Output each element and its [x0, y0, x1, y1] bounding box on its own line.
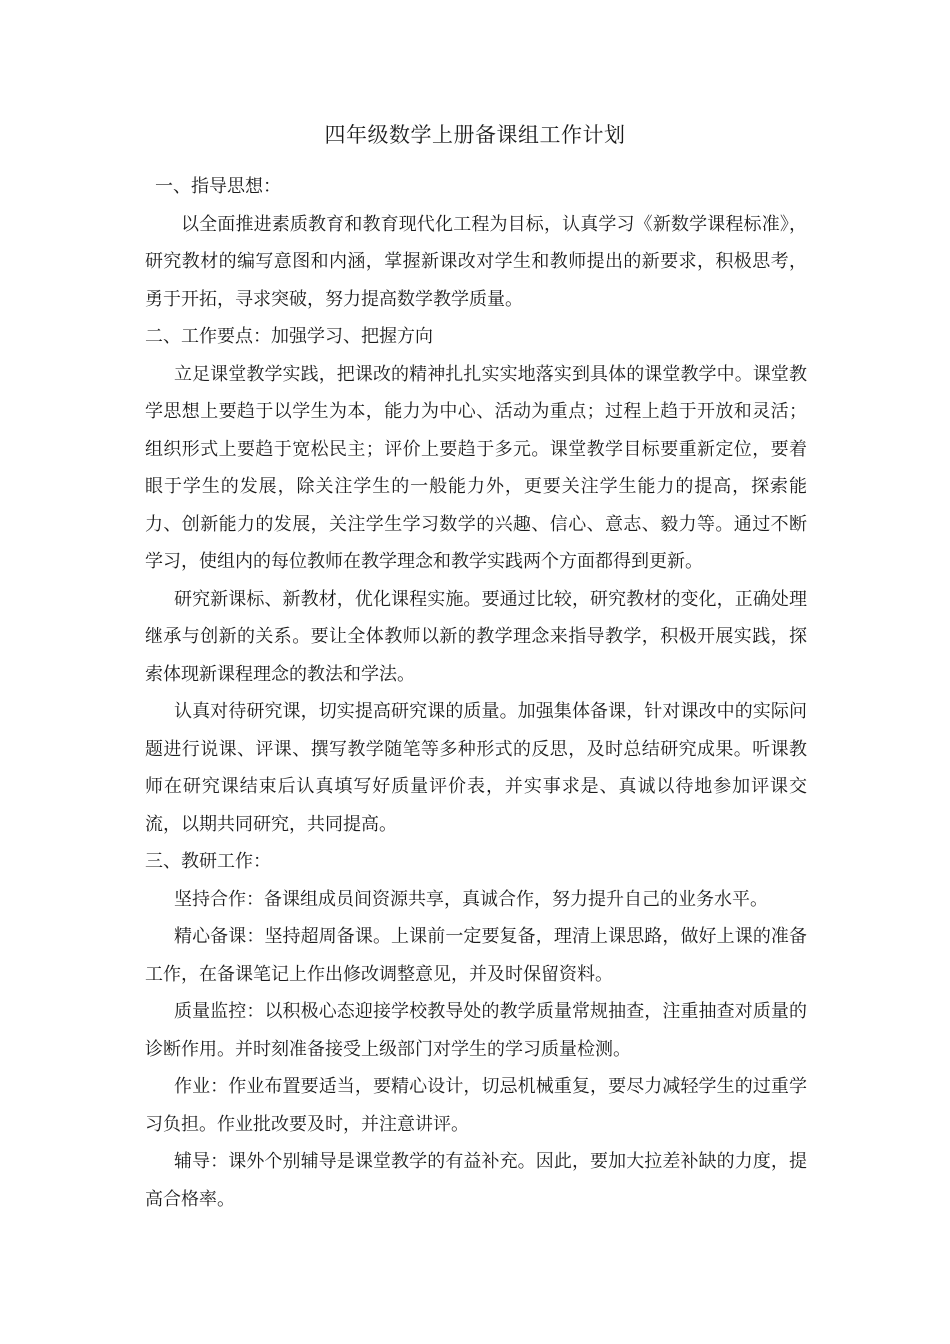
- section-heading-guiding-ideology: 一、指导思想：: [155, 176, 281, 197]
- paragraph: 认真对待研究课，切实提高研究课的质量。加强集体备课，针对课改中的实际问题进行说课、评课、撰写教学随笔等多种形式的反思，及时总结研究成果。听课教师在研究课结束后认真填写好质量评价表，并实事求是、真诚以待地参加评课交流，以期共同研究，共同提高。: [145, 701, 807, 835]
- paragraph: 精心备课：坚持超周备课。上课前一定要复备，理清上课思路，做好上课的准备工作，在备课笔记上作出修改调整意见，并及时保留资料。: [145, 926, 807, 985]
- document-body: [145, 168, 807, 1218]
- paragraph: 立足课堂教学实践，把课改的精神扎扎实实地落实到具体的课堂教学中。课堂教学思想上要趋于以学生为本，能力为中心、活动为重点；过程上趋于开放和灵活；组织形式上要趋于宽松民主；评价上要趋于多元。课堂教学目标要重新定位，要着眼于学生的发展，除关注学生的一般能力外，更要关注学生能力的提高，探索能力、创新能力的发展，关注学生学习数学的兴趣、信心、意志、毅力等。通过不断学习，使组内的每位教师在教学理念和教学实践两个方面都得到更新。: [145, 363, 807, 572]
- paragraph: 辅导：课外个别辅导是课堂教学的有益补充。因此，要加大拉差补缺的力度，提高合格率。: [145, 1151, 807, 1210]
- paragraph: 坚持合作：备课组成员间资源共享，真诚合作，努力提升自己的业务水平。: [174, 888, 768, 910]
- paragraph: 作业：作业布置要适当，要精心设计，切忌机械重复，要尽力减轻学生的过重学习负担。作业批改要及时，并注意讲评。: [145, 1076, 807, 1135]
- document-title: 四年级数学上册备课组工作计划: [324, 123, 626, 147]
- paragraph: 以全面推进素质教育和教育现代化工程为目标，认真学习《新数学课程标准》，研究教材的编写意图和内涵，掌握新课改对学生和教师提出的新要求，积极思考，勇于开拓，寻求突破，努力提高数学教学质量。: [145, 213, 807, 310]
- paragraph: 质量监控：以积极心态迎接学校教导处的教学质量常规抽查，注重抽查对质量的诊断作用。并时刻准备接受上级部门对学生的学习质量检测。: [145, 1001, 807, 1060]
- section-heading-work-points: 二、工作要点：加强学习、把握方向: [145, 326, 433, 347]
- section-heading-teaching-research: 三、教研工作：: [145, 851, 271, 872]
- paragraph: 研究新课标、新教材，优化课程实施。要通过比较，研究教材的变化，正确处理继承与创新的关系。要让全体教师以新的教学理念来指导教学，积极开展实践，探索体现新课程理念的教法和学法。: [145, 588, 807, 685]
